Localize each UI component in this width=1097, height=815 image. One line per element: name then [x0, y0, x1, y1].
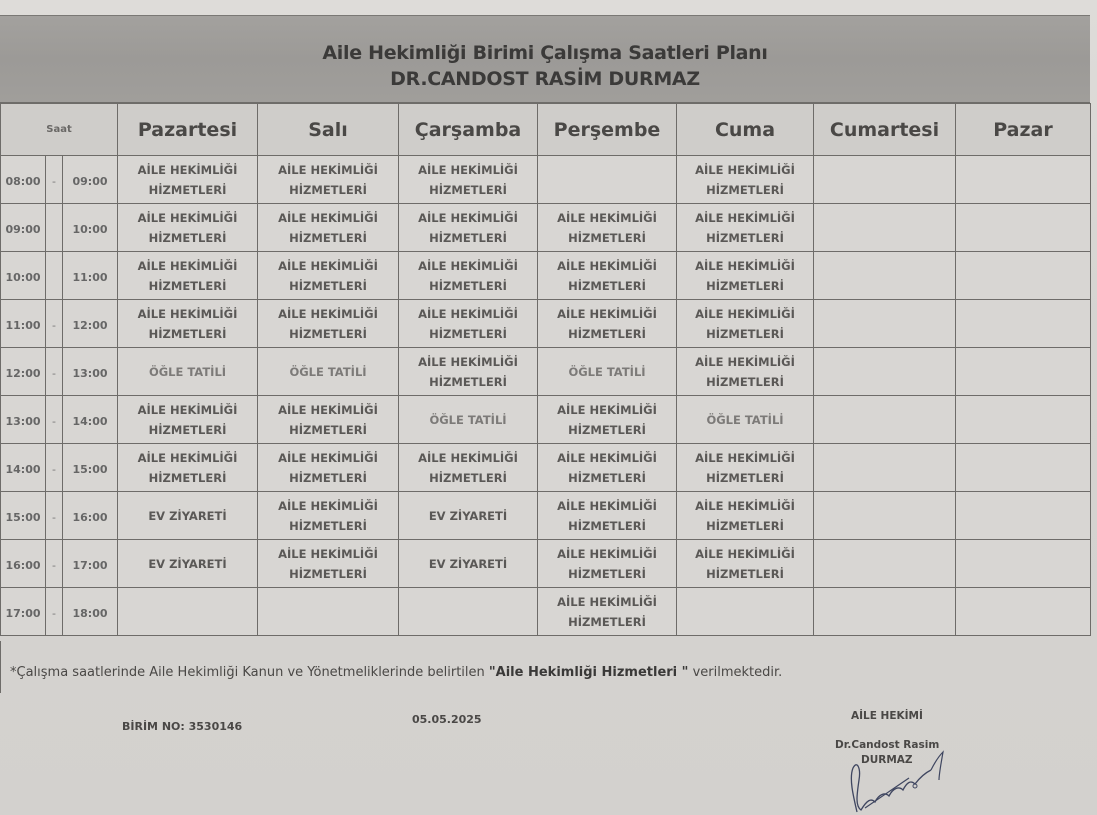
time-separator-cell	[46, 396, 63, 444]
activity-line-2: HİZMETLERİ	[706, 566, 784, 581]
activity-line-1: AİLE HEKİMLİĞİ	[695, 210, 795, 225]
activity-label	[695, 448, 795, 488]
activity-line-2: HİZMETLERİ	[289, 230, 367, 245]
activity-line-2: HİZMETLERİ	[568, 326, 646, 341]
activity-line-2: HİZMETLERİ	[429, 182, 507, 197]
activity-line-1: ÖĞLE TATİLİ	[706, 413, 784, 427]
schedule-cell-wednesday	[399, 588, 538, 636]
activity-line-2: HİZMETLERİ	[289, 566, 367, 581]
schedule-cell-thursday	[538, 156, 677, 204]
start-time: 13:00	[5, 415, 41, 428]
activity-label	[278, 208, 378, 248]
activity-label	[278, 448, 378, 488]
activity-line-1: AİLE HEKİMLİĞİ	[418, 354, 518, 369]
end-time: 15:00	[72, 463, 108, 476]
schedule-cell-monday	[118, 252, 258, 300]
activity-label	[557, 544, 657, 584]
activity-line-2: HİZMETLERİ	[289, 422, 367, 437]
activity-line-2: HİZMETLERİ	[706, 470, 784, 485]
start-time-cell	[1, 396, 46, 444]
activity-line-1: AİLE HEKİMLİĞİ	[557, 498, 657, 513]
activity-label	[148, 506, 226, 526]
schedule-body	[1, 156, 1091, 636]
schedule-cell-sunday	[956, 348, 1091, 396]
activity-line-1: ÖĞLE TATİLİ	[148, 365, 227, 379]
schedule-cell-friday	[677, 540, 814, 588]
schedule-cell-friday	[677, 300, 814, 348]
schedule-cell-friday	[677, 588, 814, 636]
start-time-cell	[1, 252, 46, 300]
schedule-cell-friday	[677, 444, 814, 492]
activity-line-1: AİLE HEKİMLİĞİ	[557, 594, 657, 609]
schedule-cell-friday	[677, 492, 814, 540]
schedule-cell-friday	[677, 252, 814, 300]
title-band	[0, 15, 1090, 103]
day-header-friday: Cuma	[677, 104, 814, 156]
activity-line-1: AİLE HEKİMLİĞİ	[278, 402, 378, 417]
activity-line-1: AİLE HEKİMLİĞİ	[557, 306, 657, 321]
activity-label	[557, 496, 657, 536]
table-row	[1, 588, 1091, 636]
document-date: 05.05.2025	[412, 713, 482, 726]
day-header-tuesday: Salı	[258, 104, 399, 156]
day-header-saturday: Cumartesi	[814, 104, 956, 156]
end-time-cell	[63, 156, 118, 204]
activity-line-1: AİLE HEKİMLİĞİ	[278, 258, 378, 273]
schedule-cell-wednesday	[399, 396, 538, 444]
activity-label	[557, 304, 657, 344]
activity-line-1: AİLE HEKİMLİĞİ	[557, 402, 657, 417]
footnote-emphasis: "Aile Hekimliği Hizmetleri "	[488, 665, 689, 680]
activity-line-1: AİLE HEKİMLİĞİ	[137, 258, 238, 273]
activity-label	[138, 304, 238, 344]
activity-line-2: HİZMETLERİ	[429, 230, 507, 245]
end-time-cell	[63, 204, 118, 252]
schedule-cell-friday	[677, 156, 814, 204]
time-separator: -	[52, 319, 56, 332]
activity-label	[695, 304, 795, 344]
schedule-cell-tuesday	[258, 204, 399, 252]
time-separator: -	[52, 511, 56, 524]
activity-line-2: HİZMETLERİ	[148, 326, 227, 341]
time-separator-cell	[46, 588, 63, 636]
footnote	[10, 665, 782, 680]
schedule-cell-monday	[118, 204, 258, 252]
start-time: 15:00	[5, 511, 41, 524]
activity-line-2: HİZMETLERİ	[429, 374, 507, 389]
end-time-cell	[63, 588, 118, 636]
activity-label	[695, 352, 795, 392]
schedule-cell-monday	[118, 492, 258, 540]
activity-line-2: HİZMETLERİ	[429, 278, 507, 293]
activity-label	[695, 544, 795, 584]
activity-label	[138, 208, 238, 248]
time-separator-cell	[46, 492, 63, 540]
end-time-cell	[63, 300, 118, 348]
activity-line-1: AİLE HEKİMLİĞİ	[278, 162, 378, 177]
activity-label	[418, 352, 518, 392]
start-time: 17:00	[5, 607, 41, 620]
activity-line-2: HİZMETLERİ	[148, 422, 227, 437]
schedule-cell-thursday	[538, 444, 677, 492]
activity-label	[568, 362, 645, 382]
schedule-cell-tuesday	[258, 540, 399, 588]
signatory-title: AİLE HEKİMİ	[851, 710, 923, 722]
schedule-cell-thursday	[538, 252, 677, 300]
start-time: 14:00	[5, 463, 41, 476]
schedule-cell-thursday	[538, 492, 677, 540]
day-header-thursday: Perşembe	[538, 104, 677, 156]
activity-line-2: HİZMETLERİ	[568, 566, 646, 581]
activity-line-1: AİLE HEKİMLİĞİ	[278, 306, 378, 321]
activity-line-2: HİZMETLERİ	[706, 230, 784, 245]
activity-line-1: AİLE HEKİMLİĞİ	[557, 450, 657, 465]
activity-line-2: HİZMETLERİ	[706, 326, 784, 341]
table-row	[1, 540, 1091, 588]
document-title: Aile Hekimliği Birimi Çalışma Saatleri Planı	[322, 42, 768, 64]
activity-line-1: ÖĞLE TATİLİ	[289, 365, 367, 379]
start-time-cell	[1, 444, 46, 492]
schedule-cell-friday	[677, 348, 814, 396]
activity-label	[429, 506, 507, 526]
activity-label	[278, 400, 378, 440]
schedule-table	[0, 103, 1091, 636]
activity-line-1: AİLE HEKİMLİĞİ	[418, 450, 518, 465]
activity-line-2: HİZMETLERİ	[289, 326, 367, 341]
activity-line-1: AİLE HEKİMLİĞİ	[278, 210, 378, 225]
handwritten-signature	[835, 750, 955, 815]
activity-line-2: HİZMETLERİ	[706, 278, 784, 293]
schedule-cell-saturday	[814, 156, 956, 204]
start-time: 16:00	[5, 559, 41, 572]
activity-line-1: AİLE HEKİMLİĞİ	[137, 210, 238, 225]
schedule-cell-sunday	[956, 444, 1091, 492]
start-time: 11:00	[5, 319, 41, 332]
schedule-cell-saturday	[814, 540, 956, 588]
activity-line-1: AİLE HEKİMLİĞİ	[137, 162, 238, 177]
time-separator-cell	[46, 444, 63, 492]
activity-label	[138, 400, 238, 440]
table-row	[1, 204, 1091, 252]
schedule-cell-monday	[118, 348, 258, 396]
table-row	[1, 444, 1091, 492]
schedule-cell-saturday	[814, 588, 956, 636]
time-separator: -	[52, 415, 56, 428]
footnote-suffix: verilmektedir.	[688, 665, 783, 680]
activity-label	[557, 448, 657, 488]
activity-line-2: HİZMETLERİ	[148, 182, 227, 197]
table-row	[1, 492, 1091, 540]
schedule-cell-friday	[677, 396, 814, 444]
activity-label	[695, 160, 795, 200]
schedule-cell-sunday	[956, 300, 1091, 348]
schedule-cell-thursday	[538, 204, 677, 252]
activity-line-2: HİZMETLERİ	[289, 182, 367, 197]
activity-label	[557, 256, 657, 296]
schedule-cell-sunday	[956, 204, 1091, 252]
schedule-cell-sunday	[956, 396, 1091, 444]
schedule-cell-wednesday	[399, 252, 538, 300]
activity-line-1: AİLE HEKİMLİĞİ	[695, 306, 795, 321]
activity-line-1: AİLE HEKİMLİĞİ	[695, 258, 795, 273]
activity-label	[429, 554, 507, 574]
activity-line-1: AİLE HEKİMLİĞİ	[695, 450, 795, 465]
activity-label	[429, 410, 506, 430]
schedule-cell-wednesday	[399, 444, 538, 492]
schedule-cell-thursday	[538, 300, 677, 348]
activity-label	[695, 256, 795, 296]
time-separator: -	[52, 607, 56, 620]
unit-number: BİRİM NO: 3530146	[122, 720, 243, 733]
activity-line-1: EV ZİYARETİ	[148, 509, 227, 523]
activity-label	[418, 448, 518, 488]
activity-line-1: AİLE HEKİMLİĞİ	[557, 258, 657, 273]
end-time: 14:00	[72, 415, 108, 428]
activity-line-1: ÖĞLE TATİLİ	[568, 365, 646, 379]
activity-label	[418, 208, 518, 248]
activity-label	[278, 160, 378, 200]
activity-label	[148, 554, 226, 574]
activity-line-2: HİZMETLERİ	[568, 422, 646, 437]
end-time: 10:00	[72, 223, 108, 236]
schedule-cell-saturday	[814, 348, 956, 396]
activity-label	[289, 362, 366, 382]
activity-label	[278, 496, 378, 536]
schedule-cell-tuesday	[258, 300, 399, 348]
schedule-cell-monday	[118, 540, 258, 588]
activity-label	[557, 592, 657, 632]
end-time-cell	[63, 252, 118, 300]
table-row	[1, 348, 1091, 396]
activity-label	[695, 208, 795, 248]
start-time-cell	[1, 492, 46, 540]
start-time: 08:00	[5, 175, 41, 188]
schedule-cell-saturday	[814, 252, 956, 300]
schedule-cell-wednesday	[399, 492, 538, 540]
schedule-cell-wednesday	[399, 204, 538, 252]
activity-line-1: AİLE HEKİMLİĞİ	[418, 210, 518, 225]
activity-label	[418, 160, 518, 200]
time-column-header: Saat	[1, 104, 118, 156]
activity-label	[695, 496, 795, 536]
start-time: 10:00	[5, 271, 41, 284]
schedule-cell-friday	[677, 204, 814, 252]
activity-label	[149, 362, 226, 382]
activity-line-1: AİLE HEKİMLİĞİ	[418, 306, 518, 321]
schedule-cell-tuesday	[258, 348, 399, 396]
end-time: 17:00	[72, 559, 108, 572]
schedule-cell-tuesday	[258, 588, 399, 636]
activity-label	[278, 304, 378, 344]
schedule-cell-tuesday	[258, 252, 399, 300]
activity-line-1: AİLE HEKİMLİĞİ	[278, 546, 378, 561]
activity-label	[278, 256, 378, 296]
schedule-cell-thursday	[538, 348, 677, 396]
activity-line-1: AİLE HEKİMLİĞİ	[695, 354, 795, 369]
schedule-cell-monday	[118, 396, 258, 444]
end-time: 18:00	[72, 607, 108, 620]
schedule-cell-saturday	[814, 300, 956, 348]
start-time-cell	[1, 540, 46, 588]
start-time: 09:00	[5, 223, 41, 236]
activity-label	[138, 448, 238, 488]
start-time-cell	[1, 300, 46, 348]
table-row	[1, 396, 1091, 444]
activity-line-1: AİLE HEKİMLİĞİ	[418, 258, 518, 273]
time-separator-cell	[46, 204, 63, 252]
schedule-cell-sunday	[956, 492, 1091, 540]
schedule-cell-saturday	[814, 444, 956, 492]
schedule-cell-tuesday	[258, 156, 399, 204]
end-time: 13:00	[72, 367, 108, 380]
end-time: 12:00	[72, 319, 108, 332]
activity-line-2: HİZMETLERİ	[568, 230, 646, 245]
activity-line-2: HİZMETLERİ	[289, 278, 367, 293]
activity-line-2: HİZMETLERİ	[429, 326, 507, 341]
end-time-cell	[63, 348, 118, 396]
schedule-cell-thursday	[538, 540, 677, 588]
doctor-name-heading: DR.CANDOST RASİM DURMAZ	[390, 68, 700, 90]
time-separator: -	[52, 559, 56, 572]
end-time-cell	[63, 444, 118, 492]
end-time-cell	[63, 396, 118, 444]
start-time: 12:00	[5, 367, 41, 380]
time-separator-cell	[46, 348, 63, 396]
activity-line-1: AİLE HEKİMLİĞİ	[278, 450, 378, 465]
end-time: 11:00	[72, 271, 108, 284]
start-time-cell	[1, 204, 46, 252]
activity-line-1: AİLE HEKİMLİĞİ	[557, 210, 657, 225]
schedule-cell-saturday	[814, 492, 956, 540]
schedule-cell-saturday	[814, 396, 956, 444]
time-separator: -	[52, 367, 56, 380]
start-time-cell	[1, 348, 46, 396]
activity-line-2: HİZMETLERİ	[429, 470, 507, 485]
activity-line-2: HİZMETLERİ	[148, 230, 227, 245]
day-header-sunday: Pazar	[956, 104, 1091, 156]
day-header-wednesday: Çarşamba	[399, 104, 538, 156]
time-separator-cell	[46, 156, 63, 204]
activity-line-1: EV ZİYARETİ	[428, 557, 508, 571]
time-separator-cell	[46, 540, 63, 588]
activity-line-2: HİZMETLERİ	[568, 278, 646, 293]
activity-label	[418, 256, 518, 296]
time-separator: -	[52, 175, 56, 188]
table-row	[1, 252, 1091, 300]
activity-line-1: AİLE HEKİMLİĞİ	[278, 498, 378, 513]
signatory-name-line1: Dr.Candost Rasim	[835, 739, 940, 751]
activity-line-1: AİLE HEKİMLİĞİ	[137, 306, 238, 321]
table-row	[1, 156, 1091, 204]
schedule-cell-saturday	[814, 204, 956, 252]
activity-line-1: AİLE HEKİMLİĞİ	[557, 546, 657, 561]
activity-label	[278, 544, 378, 584]
activity-label	[138, 256, 238, 296]
signatory-name-line2: DURMAZ	[861, 754, 913, 766]
activity-line-1: EV ZİYARETİ	[148, 557, 227, 571]
activity-line-2: HİZMETLERİ	[289, 518, 367, 533]
activity-line-1: EV ZİYARETİ	[428, 509, 508, 523]
activity-line-2: HİZMETLERİ	[568, 470, 646, 485]
start-time-cell	[1, 588, 46, 636]
time-separator-cell	[46, 252, 63, 300]
day-header-monday: Pazartesi	[118, 104, 258, 156]
activity-line-1: AİLE HEKİMLİĞİ	[695, 162, 795, 177]
activity-label	[557, 208, 657, 248]
activity-line-1: AİLE HEKİMLİĞİ	[695, 546, 795, 561]
start-time-cell	[1, 156, 46, 204]
schedule-cell-tuesday	[258, 492, 399, 540]
schedule-cell-thursday	[538, 588, 677, 636]
footnote-prefix: *Çalışma saatlerinde Aile Hekimliği Kanun ve Yönetmeliklerinde belirtilen	[10, 665, 489, 680]
activity-line-1: AİLE HEKİMLİĞİ	[137, 402, 238, 417]
end-time-cell	[63, 492, 118, 540]
end-time: 09:00	[72, 175, 108, 188]
time-separator-cell	[46, 300, 63, 348]
schedule-cell-tuesday	[258, 444, 399, 492]
end-time-cell	[63, 540, 118, 588]
activity-label	[138, 160, 238, 200]
activity-line-2: HİZMETLERİ	[706, 374, 784, 389]
activity-line-1: AİLE HEKİMLİĞİ	[137, 450, 238, 465]
activity-line-2: HİZMETLERİ	[568, 518, 646, 533]
schedule-cell-sunday	[956, 540, 1091, 588]
schedule-cell-sunday	[956, 156, 1091, 204]
schedule-cell-monday	[118, 588, 258, 636]
activity-line-1: AİLE HEKİMLİĞİ	[695, 498, 795, 513]
time-separator: -	[52, 463, 56, 476]
schedule-cell-sunday	[956, 588, 1091, 636]
schedule-cell-wednesday	[399, 300, 538, 348]
schedule-cell-tuesday	[258, 396, 399, 444]
activity-line-1: AİLE HEKİMLİĞİ	[418, 162, 518, 177]
activity-line-2: HİZMETLERİ	[289, 470, 367, 485]
schedule-cell-wednesday	[399, 348, 538, 396]
schedule-cell-thursday	[538, 396, 677, 444]
activity-label	[418, 304, 518, 344]
schedule-cell-monday	[118, 444, 258, 492]
schedule-cell-sunday	[956, 252, 1091, 300]
activity-line-2: HİZMETLERİ	[706, 182, 784, 197]
activity-line-2: HİZMETLERİ	[568, 614, 646, 629]
schedule-cell-wednesday	[399, 156, 538, 204]
activity-line-2: HİZMETLERİ	[148, 278, 227, 293]
end-time: 16:00	[72, 511, 108, 524]
schedule-cell-monday	[118, 156, 258, 204]
activity-label	[557, 400, 657, 440]
activity-line-2: HİZMETLERİ	[706, 518, 784, 533]
schedule-cell-monday	[118, 300, 258, 348]
table-header-row	[1, 104, 1091, 156]
activity-line-2: HİZMETLERİ	[148, 470, 227, 485]
activity-label	[706, 410, 783, 430]
activity-line-1: ÖĞLE TATİLİ	[429, 413, 507, 427]
schedule-cell-wednesday	[399, 540, 538, 588]
table-row	[1, 300, 1091, 348]
